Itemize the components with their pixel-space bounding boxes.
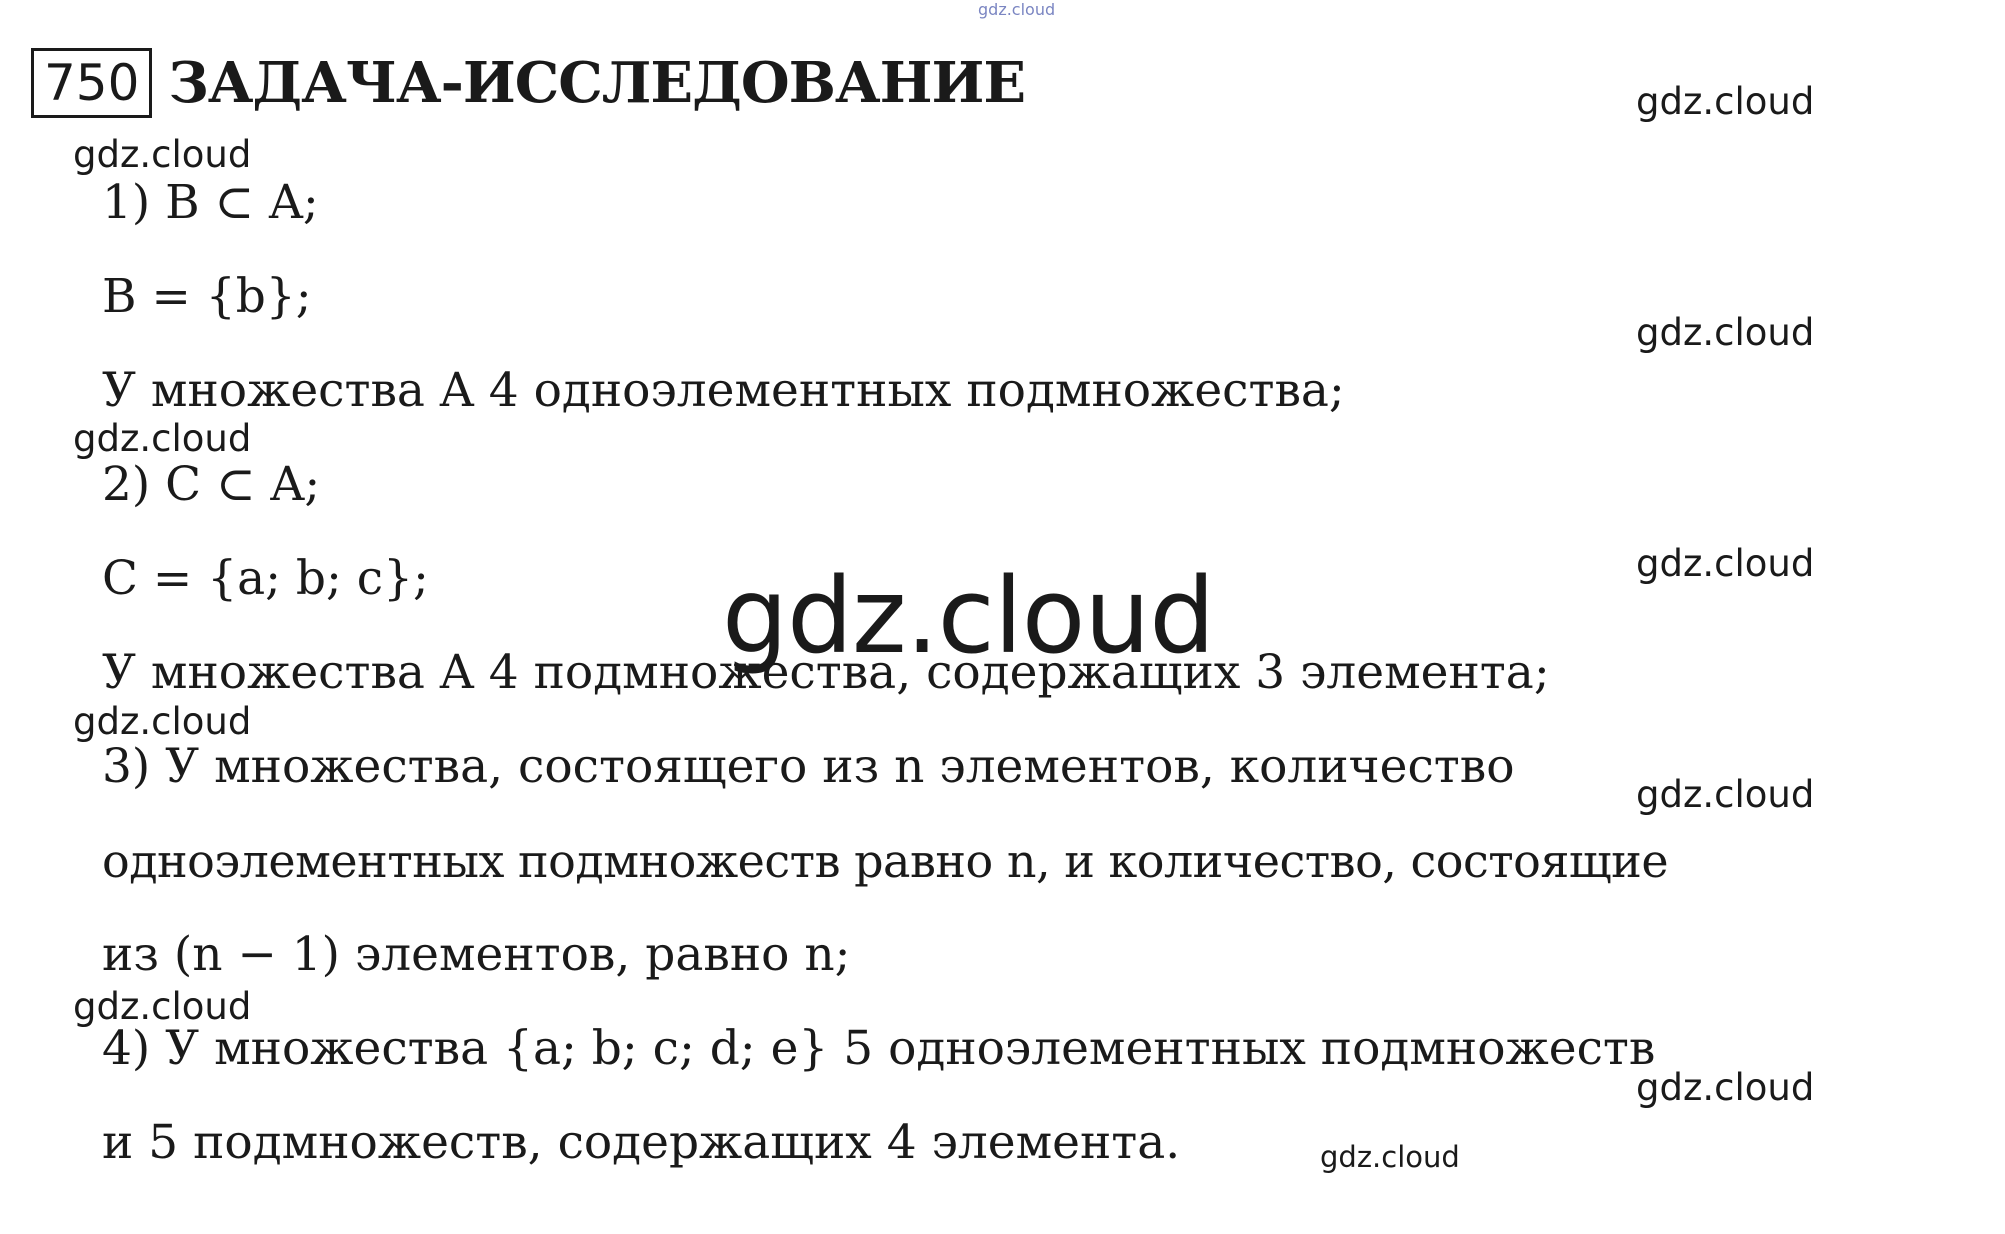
solution-line: У множества A 4 одноэлементных подмножества; — [102, 363, 1345, 418]
watermark-left-1: gdz.cloud — [73, 133, 252, 176]
watermark-top: gdz.cloud — [978, 0, 1056, 19]
watermark-center: gdz.cloud — [722, 555, 1215, 677]
watermark-bottom: gdz.cloud — [1320, 1140, 1460, 1174]
solution-line: 4) У множества {a; b; c; d; e} 5 одноэлементных подмножеств — [102, 1021, 1656, 1076]
solution-line: B = {b}; — [102, 269, 312, 324]
solution-line: C = {a; b; c}; — [102, 551, 429, 606]
solution-line: У множества A 4 подмножества, содержащих 3 элемента; — [102, 645, 1550, 700]
task-title: ЗАДАЧА-ИССЛЕДОВАНИЕ — [168, 50, 1026, 116]
watermark-right-2: gdz.cloud — [1636, 311, 1815, 354]
solution-line: 2) C ⊂ A; — [102, 457, 321, 512]
watermark-left-4: gdz.cloud — [73, 985, 252, 1028]
watermark-right-5: gdz.cloud — [1636, 1066, 1815, 1109]
task-header — [31, 48, 1025, 118]
solution-line: 3) У множества, состоящего из n элементов, количество — [102, 739, 1515, 794]
task-number: 750 — [31, 48, 152, 118]
solution-line: из (n − 1) элементов, равно n; — [102, 927, 851, 982]
solution-line: одноэлементных подмножеств равно n, и количество, состоящие — [102, 834, 1669, 888]
watermark-left-3: gdz.cloud — [73, 700, 252, 743]
watermark-right-3: gdz.cloud — [1636, 542, 1815, 585]
solution-line: и 5 подмножеств, содержащих 4 элемента. — [102, 1115, 1181, 1170]
watermark-right-1: gdz.cloud — [1636, 80, 1815, 123]
watermark-left-2: gdz.cloud — [73, 417, 252, 460]
watermark-right-4: gdz.cloud — [1636, 773, 1815, 816]
solution-line: 1) B ⊂ A; — [102, 175, 319, 230]
